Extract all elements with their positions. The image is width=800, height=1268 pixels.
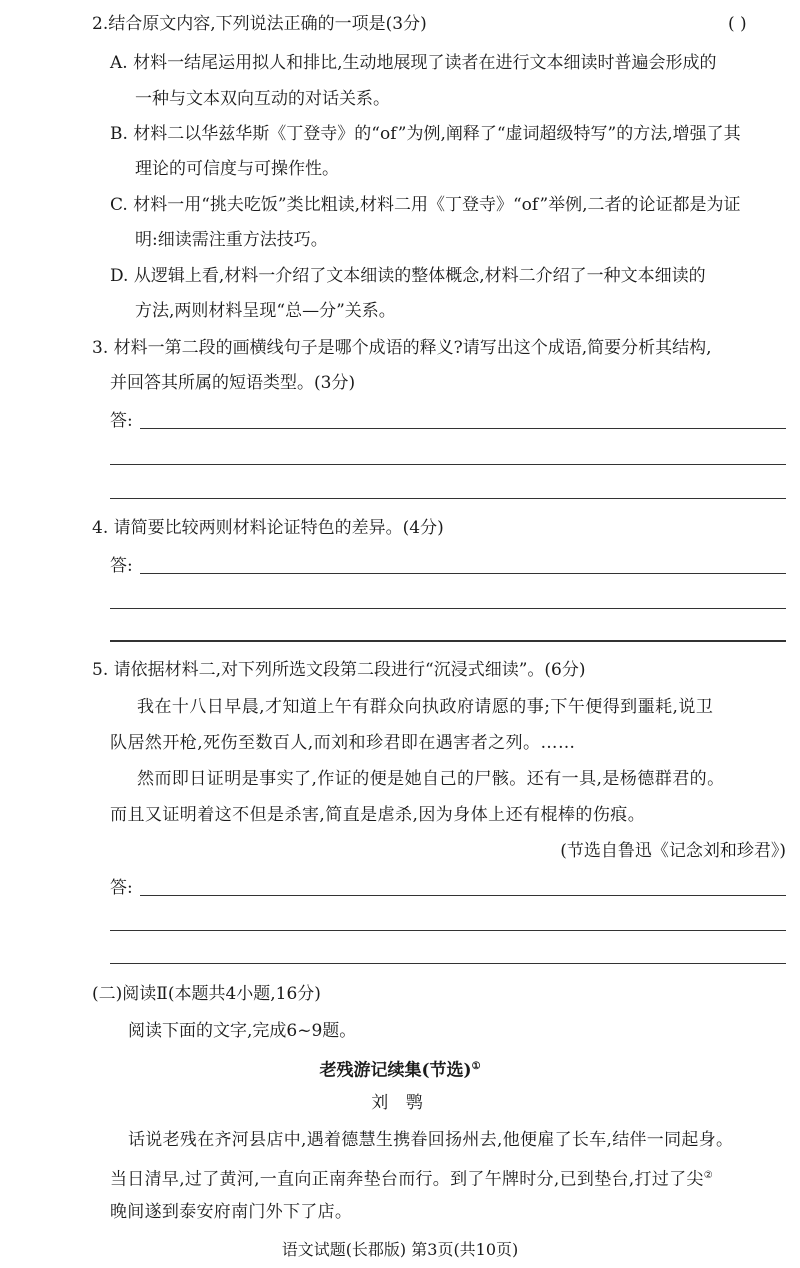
q3-answer-line-1[interactable] xyxy=(140,428,786,429)
passage-title-text: 老残游记续集(节选) xyxy=(319,1060,472,1081)
q3-answer-line-3[interactable] xyxy=(110,498,786,499)
passage-body-footnote-marker: ② xyxy=(703,1170,713,1181)
q5-excerpt-line2: 队居然开枪,死伤至数百人,而刘和珍君即在遇害者之列。…… xyxy=(110,733,576,753)
q2-answer-paren: ( ) xyxy=(728,14,747,34)
page-footer: 语文试题(长郡版) 第3页(共10页) xyxy=(281,1240,519,1259)
q4-answer-label: 答: xyxy=(110,556,133,576)
passage-body-line3: 晚间遂到泰安府南门外下了店。 xyxy=(110,1202,353,1222)
passage-body-line1: 话说老残在齐河县店中,遇着德慧生携眷回扬州去,他便雇了长车,结伴一同起身。 xyxy=(128,1130,734,1150)
section2-header: (二)阅读Ⅱ(本题共4小题,16分) xyxy=(92,984,321,1004)
q5-excerpt-line1: 我在十八日早晨,才知道上午有群众向执政府请愿的事;下午便得到噩耗,说卫 xyxy=(137,697,714,717)
q2-option-c-line1: C. 材料一用“挑夫吃饭”类比粗读,材料二用《丁登寺》“of”举例,二者的论证都是为证 xyxy=(110,195,741,215)
q4-answer-line-3[interactable] xyxy=(110,640,786,642)
q5-answer-label: 答: xyxy=(110,878,133,898)
q4-stem: 4. 请简要比较两则材料论证特色的差异。(4分) xyxy=(92,518,444,538)
q5-stem: 5. 请依据材料二,对下列所选文段第二段进行“沉浸式细读”。(6分) xyxy=(92,660,586,680)
q2-option-d-line2: 方法,两则材料呈现“总—分”关系。 xyxy=(135,301,396,321)
passage-body-line2 xyxy=(110,1164,713,1192)
q4-answer-line-2[interactable] xyxy=(110,608,786,609)
passage-title xyxy=(0,1055,800,1083)
q5-answer-line-1[interactable] xyxy=(140,895,786,896)
q2-option-b-line1: B. 材料二以华兹华斯《丁登寺》的“of”为例,阐释了“虚词超级特写”的方法,增强了其 xyxy=(110,124,741,144)
q5-answer-line-2[interactable] xyxy=(110,930,786,931)
q2-option-d-line1: D. 从逻辑上看,材料一介绍了文本细读的整体概念,材料二介绍了一种文本细读的 xyxy=(110,266,706,286)
passage-author: 刘 鹗 xyxy=(371,1093,429,1113)
passage-body-line2-text: 当日清早,过了黄河,一直向正南奔垫台而行。到了午牌时分,已到垫台,打过了尖 xyxy=(110,1169,704,1190)
q3-stem-line2: 并回答其所属的短语类型。(3分) xyxy=(110,373,356,393)
q3-answer-label: 答: xyxy=(110,411,133,431)
passage-title-footnote-marker: ① xyxy=(471,1061,481,1072)
q3-stem-line1: 3. 材料一第二段的画横线句子是哪个成语的释义?请写出这个成语,简要分析其结构, xyxy=(92,338,712,358)
q2-stem: 2.结合原文内容,下列说法正确的一项是(3分) xyxy=(92,14,427,34)
q3-answer-line-2[interactable] xyxy=(110,464,786,465)
q5-excerpt-source: (节选自鲁迅《记念刘和珍君》) xyxy=(560,841,786,861)
q2-option-a-line2: 一种与文本双向互动的对话关系。 xyxy=(135,89,390,109)
q5-answer-line-3[interactable] xyxy=(110,963,786,964)
q2-option-b-line2: 理论的可信度与可操作性。 xyxy=(135,159,339,179)
q2-option-a-line1: A. 材料一结尾运用拟人和排比,生动地展现了读者在进行文本细读时普遍会形成的 xyxy=(110,53,717,73)
section2-instruction: 阅读下面的文字,完成6~9题。 xyxy=(128,1021,357,1041)
q2-option-c-line2: 明:细读需注重方法技巧。 xyxy=(135,230,328,250)
q4-answer-line-1[interactable] xyxy=(140,573,786,574)
q5-excerpt-line3: 然而即日证明是事实了,作证的便是她自己的尸骸。还有一具,是杨德群君的。 xyxy=(137,769,725,789)
q5-excerpt-line4: 而且又证明着这不但是杀害,简直是虐杀,因为身体上还有棍棒的伤痕。 xyxy=(110,805,646,825)
